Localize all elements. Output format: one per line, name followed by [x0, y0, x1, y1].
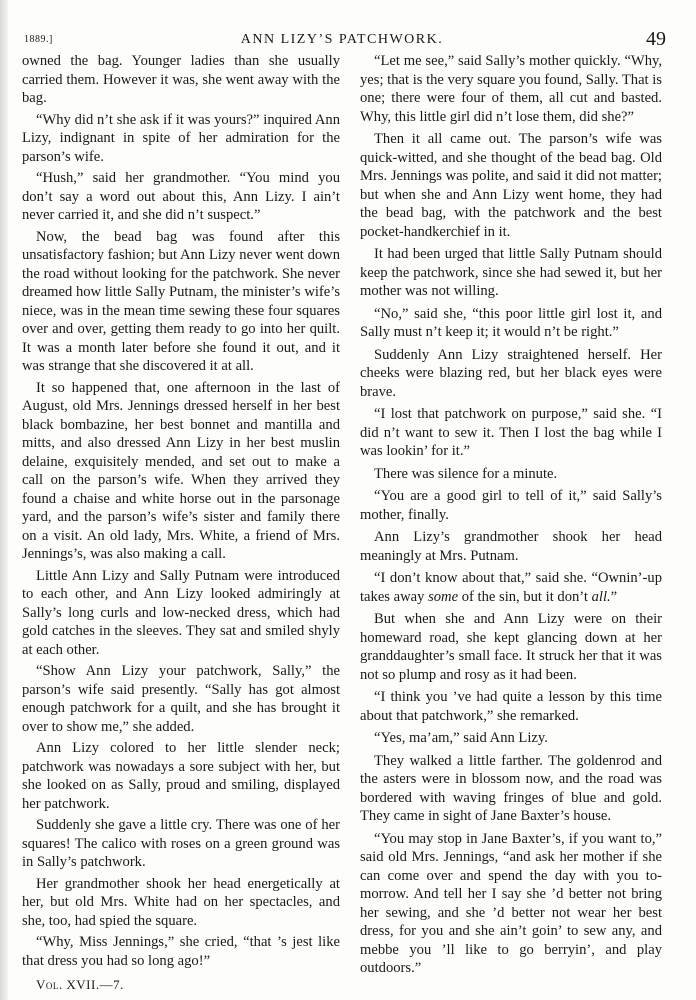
paragraph: “Why, Miss Jennings,” she cried, “that ’s jest like that dress you had so long ago!”: [22, 934, 340, 969]
paragraph: There was silence for a minute.: [374, 465, 558, 482]
volume-signature: Vol. XVII.—7.: [36, 977, 124, 992]
paragraph: “Show Ann Lizy your patchwork, Sally,” the parson’s wife said presently. “Sally has got almost enough patchwork for a quilt, and she has brought it over to show me,” she added.: [22, 663, 340, 735]
left-column: [22, 52, 340, 995]
paragraph: “I think you ’ve had quite a lesson by this time about that patchwork,” she remarked.: [360, 689, 662, 724]
paragraph: Suddenly she gave a little cry. There was one of her squares! The calico with roses on a green ground was in Sally’s patchwork.: [22, 817, 340, 870]
paragraph: “You may stop in Jane Baxter’s, if you want to,” said old Mrs. Jennings, “and ask her mother if she can come over and spend the day with you to-morrow. And tell her I say she ’d better not bring her sewing, and she ’d better not wear her best dress, for you and she ain’t goin’ to sew any, and mebbe you ’ll like to go berryin’, and play outdoors.”: [360, 830, 662, 976]
paragraph: Ann Lizy colored to her little slender neck; patchwork was nowadays a sore subject with her, but she looked on as Sally, proud and smiling, displayed her patchwork.: [22, 740, 340, 812]
paragraph: owned the bag. Younger ladies than she usually carried them. However it was, she went away with the bag.: [22, 53, 340, 106]
paragraph: [360, 569, 662, 606]
paragraph: “Yes, ma’am,” said Ann Lizy.: [374, 730, 548, 746]
paragraph: Now, the bead bag was found after this unsatisfactory fashion; but Ann Lizy never went down the road without looking for the patchwork. She never dreamed how little Sally Putnam, the minister’s wife’s niece, was in the mean time sewing these four squares over and over, getting them ready to go into her quilt. It was a month later before she found it out, and it was strange that she discovered it at all.: [22, 228, 340, 374]
paragraph: “No,” said she, “this poor little girl lost it, and Sally must n’t keep it; it would n’t be right.”: [360, 305, 662, 340]
page-header: [22, 28, 666, 54]
emphasis: all.: [591, 588, 611, 605]
emphasis: some: [428, 588, 459, 605]
paragraph: But when she and Ann Lizy were on their homeward road, she kept glancing down at her granddaughter’s small face. It struck her that it was not so plump and rosy as it had been.: [360, 611, 662, 683]
paragraph: Suddenly Ann Lizy straightened herself. Her cheeks were blazing red, but her black eyes were brave.: [360, 346, 662, 400]
paragraph: It had been urged that little Sally Putnam should keep the patchwork, since she had sewed it, but her mother was not willing.: [360, 246, 662, 299]
paragraph: “I lost that patchwork on purpose,” said she. “I did n’t want to sew it. Then I lost the bag while I was lookin’ for it.”: [360, 406, 662, 459]
paragraph: Her grandmother shook her head energetically at her, but old Mrs. White had on her spectacles, and she, too, had spied the square.: [22, 875, 340, 929]
paragraph: “Hush,” said her grandmother. “You mind you don’t say a word out about this, Ann Lizy. I ain’t never carried it, and she did n’t suspect.”: [22, 170, 340, 223]
text-run: “I don’t know about that,” said she. “Ownin’-up takes away: [360, 570, 662, 605]
page-number: 49: [646, 28, 666, 50]
paragraph: It so happened that, one afternoon in the last of August, old Mrs. Jennings dressed herself in her best black bombazine, her best bonnet and mantilla and mitts, and also dressed Ann Lizy in her best muslin delaine, exquisitely mended, and set out to make a call on the parson’s wife. When they arrived they found a chaise and white horse out in the parsonage yard, and the parson’s wife’s sister and family there on a visit. An old lady, Mrs. White, a friend of Mrs. Jennings’s, was also making a call.: [22, 379, 340, 562]
page-spine-shadow: [0, 0, 8, 1000]
paragraph: “Let me see,” said Sally’s mother quickly. “Why, yes; that is the very square you found, Sally. That is one; there were four of them, all cut and basted. Why, this little girl did n’t lose them, did she?”: [360, 53, 662, 125]
right-column: [360, 52, 662, 978]
header-year: 1889.]: [24, 34, 53, 45]
paragraph: Ann Lizy’s grandmother shook her head meaningly at Mrs. Putnam.: [360, 529, 662, 564]
paragraph: They walked a little farther. The goldenrod and the asters were in blossom now, and the road was bordered with waving fringes of blue and gold. They came in sight of Jane Baxter’s house.: [360, 752, 662, 824]
text-run: ”: [610, 588, 618, 605]
paragraph: Then it all came out. The parson’s wife was quick-witted, and she thought of the bead bag. Old Mrs. Jennings was polite, and said it did not matter; but when she and Ann Lizy went home, they had the bead bag, with the patchwork and the best pocket-handkerchief in it.: [360, 131, 662, 240]
text-run: of the sin, but it don’t: [458, 588, 592, 605]
running-title: ANN LIZY’S PATCHWORK.: [240, 32, 444, 47]
paragraph: “Why did n’t she ask if it was yours?” inquired Ann Lizy, indignant in spite of her admiration for the parson’s wife.: [22, 111, 340, 165]
paragraph: Little Ann Lizy and Sally Putnam were introduced to each other, and Ann Lizy looked admiringly at Sally’s long curls and low-necked dress, which had gold catches in the sleeves. They sat and smiled shyly at each other.: [22, 567, 340, 658]
paragraph: “You are a good girl to tell of it,” said Sally’s mother, finally.: [360, 488, 662, 523]
